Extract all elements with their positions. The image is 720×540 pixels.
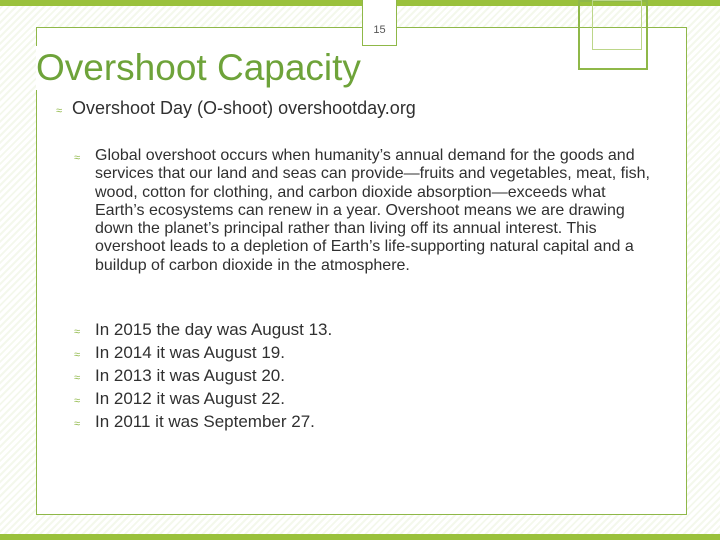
wifi-bullet-icon: ≈ (74, 372, 81, 384)
list-item-text: In 2014 it was August 19. (95, 343, 285, 362)
wifi-bullet-icon: ≈ (74, 326, 81, 338)
decorative-square-inner (592, 0, 642, 50)
list-item (74, 364, 332, 387)
list-item-text: In 2012 it was August 22. (95, 389, 285, 408)
wifi-bullet-icon: ≈ (56, 105, 63, 117)
year-list (74, 318, 332, 433)
list-item-text: In 2011 it was September 27. (95, 412, 315, 431)
bullet-paragraph (74, 147, 654, 275)
list-item (74, 410, 332, 433)
list-item (74, 387, 332, 410)
wifi-bullet-icon: ≈ (74, 152, 81, 164)
list-item-text: In 2013 it was August 20. (95, 366, 285, 385)
wifi-bullet-icon: ≈ (74, 395, 81, 407)
bottom-accent-bar (0, 534, 720, 540)
list-item (74, 341, 332, 364)
list-item-text: In 2015 the day was August 13. (95, 320, 333, 339)
wifi-bullet-icon: ≈ (74, 418, 81, 430)
slide-number-box (362, 0, 397, 46)
bullet-level1-text: Overshoot Day (O-shoot) overshootday.org (72, 98, 416, 118)
wifi-bullet-icon: ≈ (74, 349, 81, 361)
list-item (74, 318, 332, 341)
bullet-level1 (56, 97, 416, 122)
slide-title: Overshoot Capacity (36, 46, 365, 90)
paragraph-text: Global overshoot occurs when humanity’s annual demand for the goods and services that our land and seas can provide—fruits and vegetables, meat, fish, wood, cotton for clothing, and carbon dioxide absorption—exceeds what Earth’s ecosystems can renew in a year. Overshoot means we are drawing down the planet’s principal rather than living off its annual interest. This overshoot leads to a depletion of Earth’s life-supporting natural capital and a buildup of carbon dioxide in the atmosphere. (95, 147, 650, 274)
slide-number: 15 (373, 24, 386, 36)
